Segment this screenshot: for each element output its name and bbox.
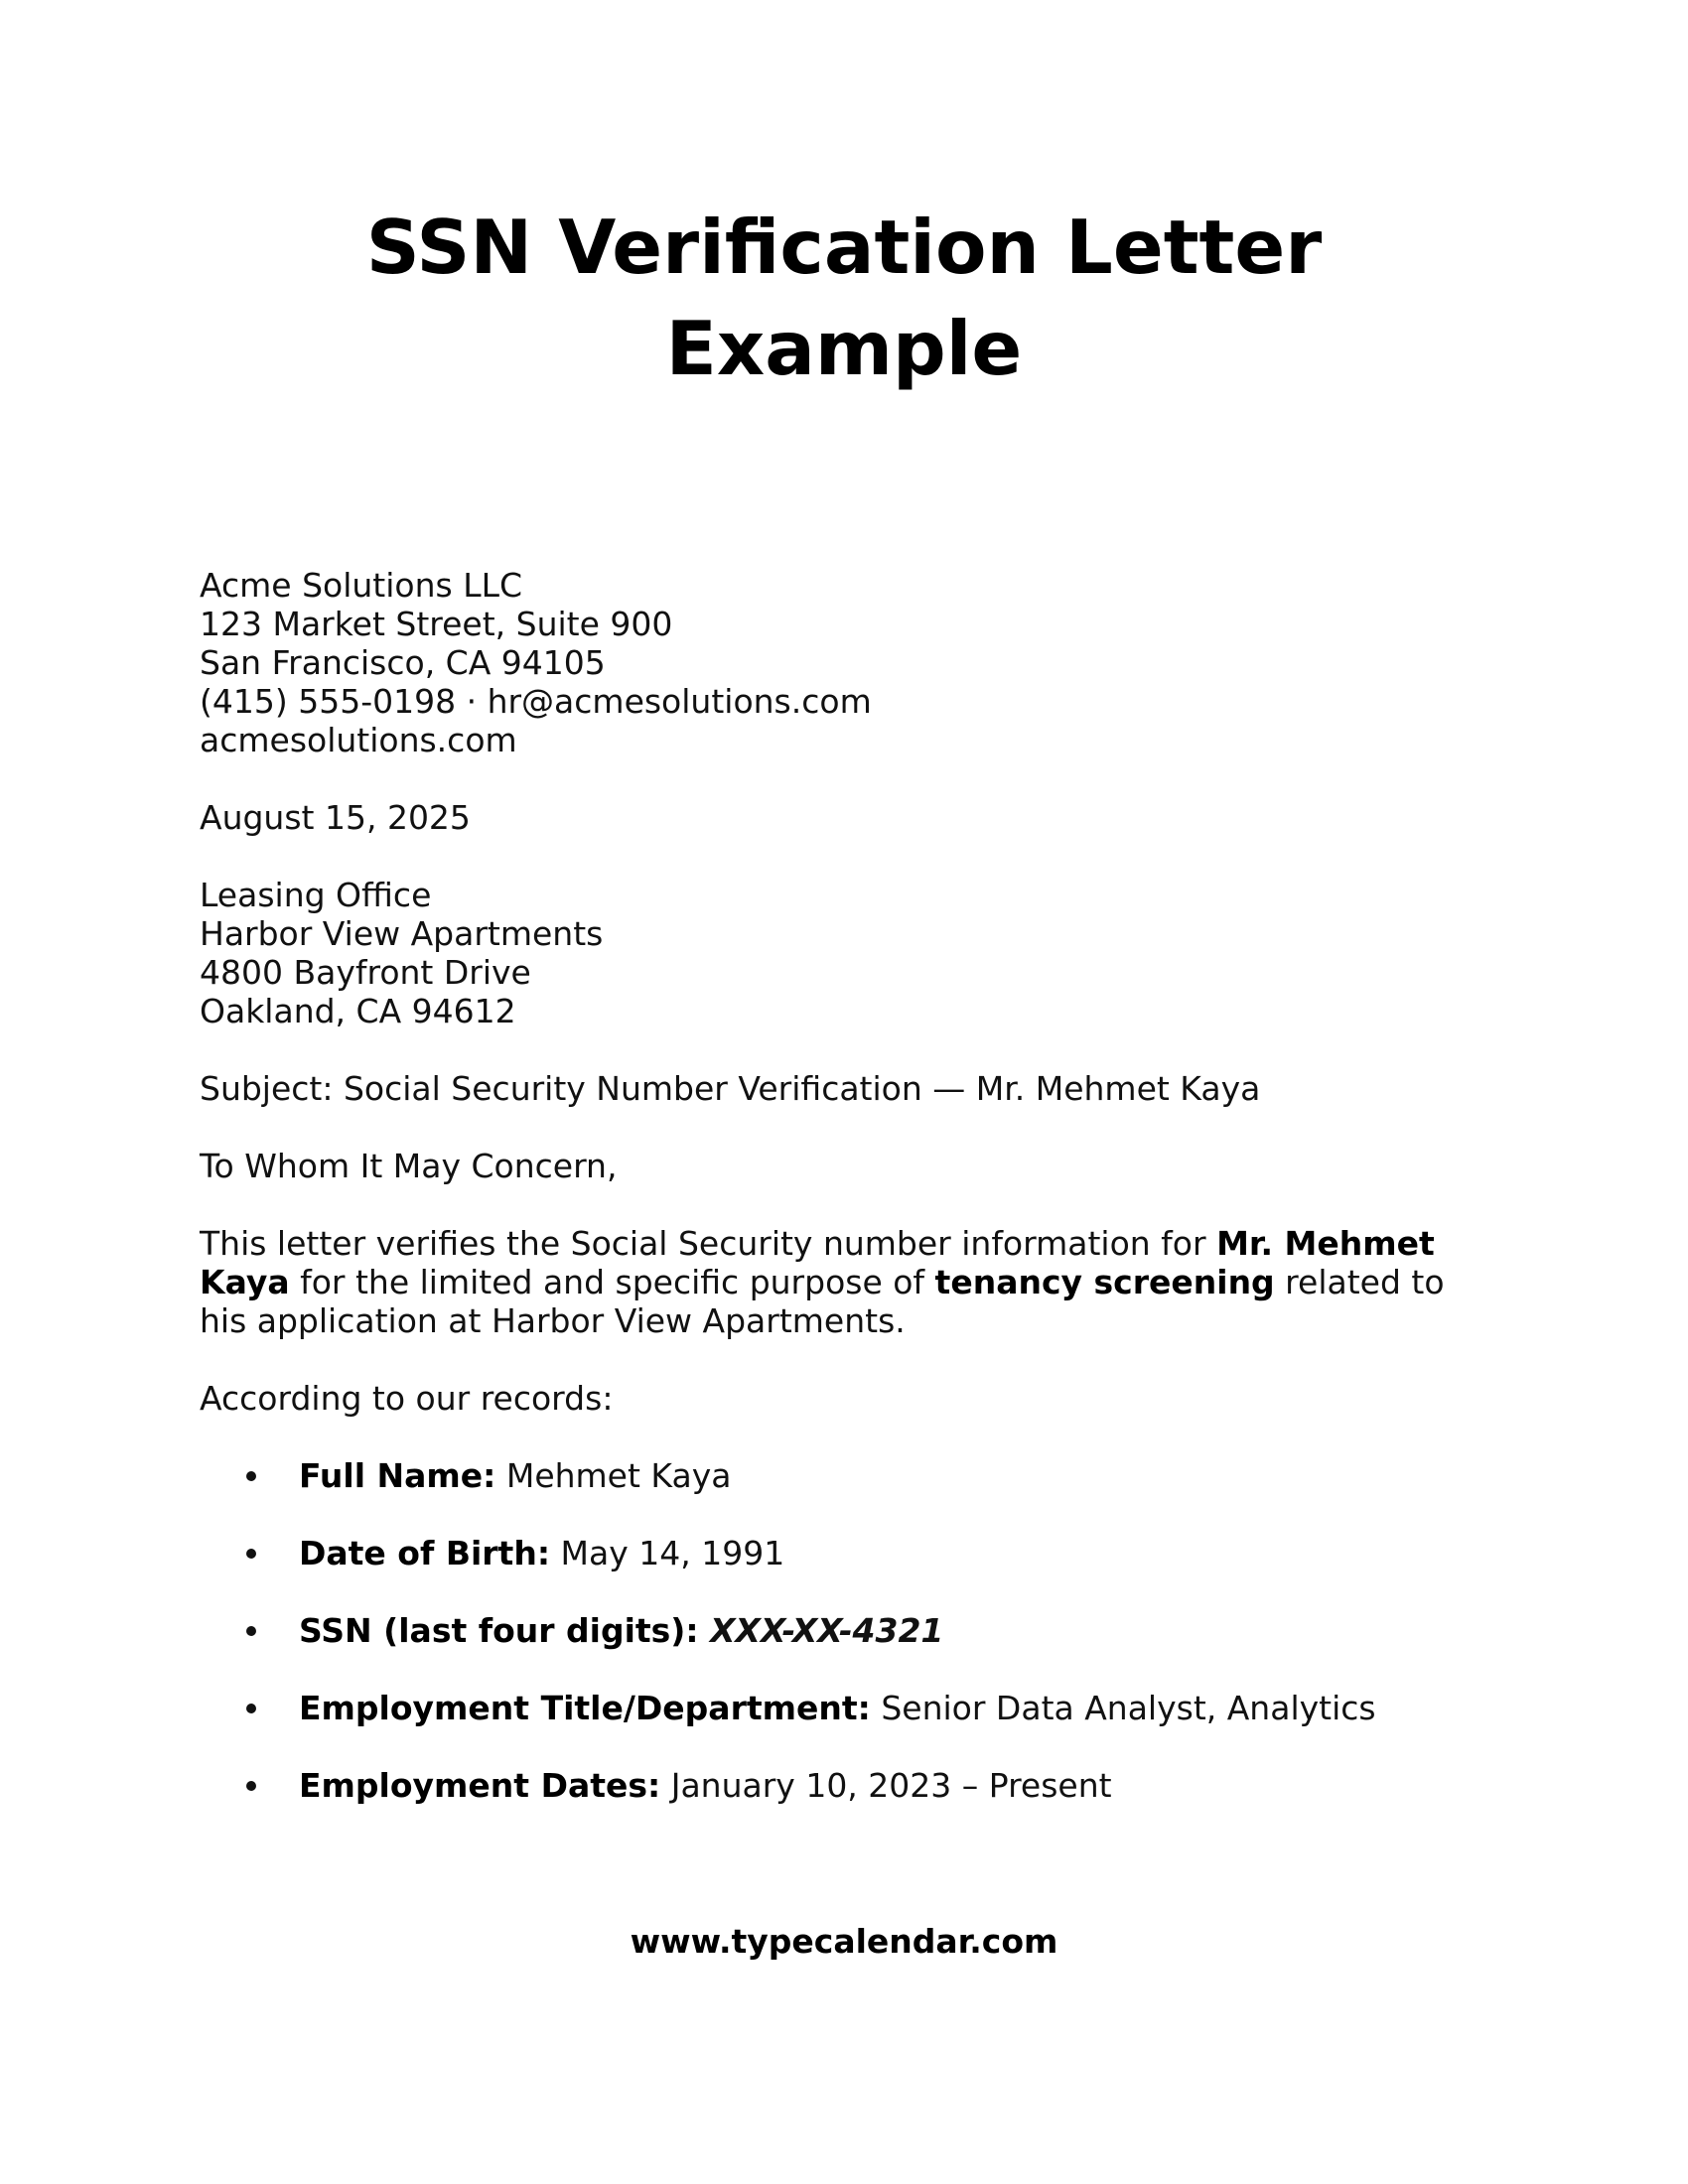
paragraph-text-2: for the limited and specific purpose of xyxy=(289,1263,935,1301)
recipient-address-block xyxy=(200,876,1490,1030)
bullet-icon xyxy=(246,1626,256,1636)
record-value: May 14, 1991 xyxy=(550,1534,785,1572)
list-item-employment-title xyxy=(200,1689,1490,1766)
list-item-full-name xyxy=(200,1456,1490,1534)
salutation: To Whom It May Concern, xyxy=(200,1147,618,1185)
recipient-street: 4800 Bayfront Drive xyxy=(200,953,531,992)
bullet-icon xyxy=(246,1471,256,1481)
page-title xyxy=(199,197,1489,399)
paragraph-text-3: related to his application at Harbor View Apartments. xyxy=(200,1263,1445,1340)
recipient-property: Harbor View Apartments xyxy=(200,914,604,953)
record-label: Employment Title/Department: xyxy=(299,1689,871,1727)
subject-line: Subject: Social Security Number Verification — Mr. Mehmet Kaya xyxy=(200,1069,1261,1108)
title-line-1: SSN Verification Letter xyxy=(365,204,1323,291)
list-item-employment-dates xyxy=(200,1766,1490,1843)
sender-website: acmesolutions.com xyxy=(200,721,517,759)
bullet-icon xyxy=(246,1549,256,1559)
bullet-icon xyxy=(246,1704,256,1713)
list-item-ssn xyxy=(200,1611,1490,1689)
record-label: Employment Dates: xyxy=(299,1766,661,1805)
sender-street: 123 Market Street, Suite 900 xyxy=(200,605,673,643)
recipient-office: Leasing Office xyxy=(200,876,432,914)
sender-address-block xyxy=(200,566,1490,759)
verification-paragraph xyxy=(200,1224,1471,1340)
sender-company: Acme Solutions LLC xyxy=(200,566,523,605)
record-label: SSN (last four digits): xyxy=(299,1611,699,1650)
list-item-date-of-birth xyxy=(200,1534,1490,1611)
paragraph-bold-name: Mr. Mehmet Kaya xyxy=(200,1224,1435,1301)
records-intro: According to our records: xyxy=(200,1379,614,1418)
sender-contact: (415) 555-0198 · hr@acmesolutions.com xyxy=(200,682,872,721)
paragraph-bold-purpose: tenancy screening xyxy=(934,1263,1275,1301)
footer-website[interactable]: www.typecalendar.com xyxy=(630,1922,1058,1961)
sender-city: San Francisco, CA 94105 xyxy=(200,643,606,682)
record-label: Full Name: xyxy=(299,1456,496,1495)
record-value: XXX-XX-4321 xyxy=(698,1611,944,1650)
records-list xyxy=(200,1456,1490,1843)
record-value: Senior Data Analyst, Analytics xyxy=(870,1689,1376,1727)
bullet-icon xyxy=(246,1781,256,1791)
letter-date: August 15, 2025 xyxy=(200,798,471,837)
record-value: Mehmet Kaya xyxy=(495,1456,732,1495)
record-value: January 10, 2023 – Present xyxy=(660,1766,1112,1805)
record-label: Date of Birth: xyxy=(299,1534,551,1572)
title-line-2: Example xyxy=(665,305,1023,392)
recipient-city: Oakland, CA 94612 xyxy=(200,992,516,1030)
paragraph-text-1: This letter verifies the Social Security number information for xyxy=(200,1224,1217,1263)
